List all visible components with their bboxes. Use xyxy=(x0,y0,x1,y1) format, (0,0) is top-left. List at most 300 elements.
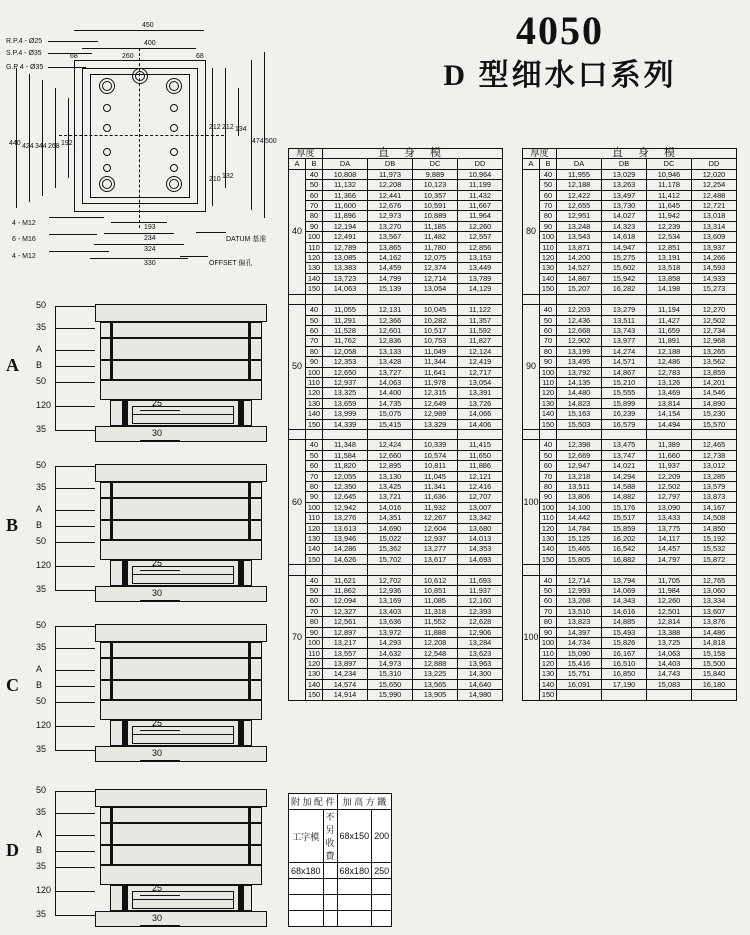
right-table-body xyxy=(523,169,737,700)
right-cell-dc: 11,984 xyxy=(647,586,692,596)
left-cell-dd: 12,906 xyxy=(458,627,503,637)
td-riser-price-3 xyxy=(372,879,392,895)
left-cell-da: 13,276 xyxy=(323,513,368,523)
section-dim-tick-6 xyxy=(55,430,95,431)
th-dd: DD xyxy=(458,159,503,169)
left-cell-b: 70 xyxy=(306,471,323,481)
mold-plate-6 xyxy=(95,426,267,442)
left-cell-db: 13,721 xyxy=(368,492,413,502)
table-row xyxy=(523,315,737,325)
right-cell-da: 12,714 xyxy=(557,575,602,585)
guide-pin-1 xyxy=(248,807,251,865)
left-cell-b: 60 xyxy=(306,325,323,335)
guide-pin-1 xyxy=(248,642,251,700)
right-cell-dc: 11,427 xyxy=(647,315,692,325)
th-riser: 加 高 方 鐵 xyxy=(337,794,392,810)
left-table-head-row-1 xyxy=(289,149,503,159)
mold-plate-2 xyxy=(100,338,262,360)
th-dd-r: DD xyxy=(692,159,737,169)
left-cell-da: 11,348 xyxy=(323,440,368,450)
right-cell-dd: 14,890 xyxy=(692,398,737,408)
drawing-label-10: 344 xyxy=(35,143,47,150)
right-cell-db: 14,616 xyxy=(602,606,647,616)
left-cell-dd: 11,667 xyxy=(458,201,503,211)
left-cell-b: 40 xyxy=(306,575,323,585)
left-cell-db: 13,567 xyxy=(368,232,413,242)
section-dim-tick-0 xyxy=(55,466,95,467)
right-cell-da: 14,442 xyxy=(557,513,602,523)
table-row xyxy=(523,482,737,492)
table-row xyxy=(523,357,737,367)
left-cell-dd: 12,856 xyxy=(458,242,503,252)
drawing-label-18: 210 xyxy=(209,176,221,183)
left-table-head-row-2 xyxy=(289,159,503,169)
left-cell-b: 100 xyxy=(306,232,323,242)
section-dim-1: 35 xyxy=(36,482,47,492)
table-row xyxy=(289,544,503,554)
drawing-label-28: OFFSET 偏孔 xyxy=(209,260,253,267)
dim-line-132 xyxy=(225,136,226,188)
spacer-cell xyxy=(523,565,540,575)
right-cell-dd: 13,607 xyxy=(692,606,737,616)
section-dim-4: 50 xyxy=(36,376,47,386)
left-cell-b: 150 xyxy=(306,690,323,700)
left-cell-dc: 13,054 xyxy=(413,284,458,294)
table-row xyxy=(523,669,737,679)
right-cell-b: 50 xyxy=(540,450,557,460)
section-dim-tick-2 xyxy=(55,670,95,671)
table-row xyxy=(523,502,737,512)
left-cell-b: 120 xyxy=(306,523,323,533)
left-cell-dc: 10,123 xyxy=(413,180,458,190)
left-cell-dd: 11,122 xyxy=(458,305,503,315)
left-group-a-3: 70 xyxy=(289,575,306,700)
left-cell-dd: 13,680 xyxy=(458,523,503,533)
right-cell-db: 15,942 xyxy=(602,273,647,283)
right-cell-db: 15,826 xyxy=(602,638,647,648)
left-cell-dd: 12,121 xyxy=(458,471,503,481)
left-cell-dc: 12,267 xyxy=(413,513,458,523)
right-cell-dd: 15,840 xyxy=(692,669,737,679)
right-cell-b: 70 xyxy=(540,336,557,346)
dim-line-500 xyxy=(264,52,265,218)
side-hole-r1 xyxy=(170,104,178,112)
table-group-spacer xyxy=(523,565,737,575)
section-dim-tick-1 xyxy=(55,328,95,329)
left-cell-b: 60 xyxy=(306,190,323,200)
guide-pin-0 xyxy=(110,807,113,865)
left-cell-da: 14,234 xyxy=(323,669,368,679)
section-dim-tick-6 xyxy=(55,915,95,916)
mold-plate-4 xyxy=(100,700,262,720)
inner-dim-line-1 xyxy=(140,895,180,896)
td-blank-6 xyxy=(323,895,337,911)
side-hole-r2 xyxy=(170,124,178,132)
right-cell-b: 150 xyxy=(540,419,557,429)
right-table-head xyxy=(523,149,737,170)
left-cell-da: 12,789 xyxy=(323,242,368,252)
drawing-label-4: 400 xyxy=(144,40,156,47)
table-row xyxy=(523,253,737,263)
left-cell-dd: 12,419 xyxy=(458,357,503,367)
table-row xyxy=(289,606,503,616)
left-cell-dd: 14,980 xyxy=(458,690,503,700)
spacer-cell xyxy=(602,294,647,304)
left-cell-da: 11,366 xyxy=(323,190,368,200)
left-cell-dc: 10,517 xyxy=(413,325,458,335)
td-i-mold: 工字模 xyxy=(289,810,324,863)
left-cell-dc: 13,225 xyxy=(413,669,458,679)
table-row xyxy=(523,690,737,700)
td-blank-5 xyxy=(289,895,324,911)
right-cell-db: 16,850 xyxy=(602,669,647,679)
left-cell-dc: 13,565 xyxy=(413,679,458,689)
left-cell-db: 12,973 xyxy=(368,211,413,221)
left-cell-dd: 13,153 xyxy=(458,253,503,263)
side-hole-r4 xyxy=(170,164,178,172)
left-cell-dd: 12,124 xyxy=(458,346,503,356)
left-cell-db: 14,162 xyxy=(368,253,413,263)
left-cell-db: 12,441 xyxy=(368,190,413,200)
table-row xyxy=(289,482,503,492)
left-group-a-2: 60 xyxy=(289,440,306,565)
left-cell-da: 11,762 xyxy=(323,336,368,346)
td-blank-1: 68x180 xyxy=(289,863,324,879)
table-row xyxy=(289,638,503,648)
td-riser-size-5 xyxy=(337,911,372,927)
spacer-cell xyxy=(692,294,737,304)
right-cell-db: 14,618 xyxy=(602,232,647,242)
left-cell-da: 14,063 xyxy=(323,284,368,294)
left-cell-db: 13,972 xyxy=(368,627,413,637)
table-row xyxy=(289,232,503,242)
left-cell-dc: 12,937 xyxy=(413,534,458,544)
drawing-label-15: 134 xyxy=(235,126,247,133)
table-row xyxy=(289,690,503,700)
mold-base-plan-drawing xyxy=(4,8,294,288)
left-cell-da: 10,808 xyxy=(323,169,368,179)
right-cell-b: 100 xyxy=(540,232,557,242)
table-group-spacer xyxy=(523,294,737,304)
right-cell-da: 12,669 xyxy=(557,450,602,460)
table-row xyxy=(523,440,737,450)
left-cell-b: 60 xyxy=(306,596,323,606)
drawing-label-20: 193 xyxy=(144,224,156,231)
th-straight-r: 直 身 模 xyxy=(557,149,737,159)
spacer-cell xyxy=(289,429,306,439)
left-cell-db: 15,990 xyxy=(368,690,413,700)
right-cell-dd: 14,201 xyxy=(692,377,737,387)
section-dim-tick-2 xyxy=(55,350,95,351)
right-cell-b: 90 xyxy=(540,357,557,367)
mold-plate-0 xyxy=(95,624,267,642)
td-blank-2 xyxy=(323,863,337,879)
left-cell-db: 12,660 xyxy=(368,450,413,460)
right-cell-b: 140 xyxy=(540,273,557,283)
left-cell-da: 11,862 xyxy=(323,586,368,596)
left-cell-db: 13,169 xyxy=(368,596,413,606)
right-cell-dd: 15,192 xyxy=(692,534,737,544)
table-row xyxy=(289,554,503,564)
table-row xyxy=(289,315,503,325)
right-cell-dc: 13,090 xyxy=(647,502,692,512)
table-row xyxy=(523,180,737,190)
right-cell-db: 14,343 xyxy=(602,596,647,606)
right-cell-db: 14,882 xyxy=(602,492,647,502)
right-cell-dc: 12,209 xyxy=(647,471,692,481)
table-row xyxy=(289,398,503,408)
left-cell-dc: 10,282 xyxy=(413,315,458,325)
left-cell-b: 110 xyxy=(306,648,323,658)
right-cell-db: 14,294 xyxy=(602,471,647,481)
right-cell-da: 14,734 xyxy=(557,638,602,648)
section-dim-1: 35 xyxy=(36,322,47,332)
right-cell-dc: 12,797 xyxy=(647,492,692,502)
right-cell-da: 13,268 xyxy=(557,596,602,606)
section-dim-4: 50 xyxy=(36,696,47,706)
table-row xyxy=(523,492,737,502)
right-cell-da: 15,805 xyxy=(557,554,602,564)
right-cell-da: 12,655 xyxy=(557,201,602,211)
left-cell-dc: 11,641 xyxy=(413,367,458,377)
drawing-label-7: 68 xyxy=(196,53,204,60)
left-cell-da: 13,085 xyxy=(323,253,368,263)
table-row xyxy=(289,325,503,335)
td-riser-size-4 xyxy=(337,895,372,911)
mold-plate-2 xyxy=(100,498,262,520)
mold-plate-6 xyxy=(95,911,267,927)
right-cell-b: 120 xyxy=(540,523,557,533)
table-row xyxy=(523,471,737,481)
section-inner-dim-25: 25 xyxy=(152,398,163,408)
spacer-block-0 xyxy=(122,400,128,426)
left-cell-b: 120 xyxy=(306,658,323,668)
section-dim-axis xyxy=(55,306,56,431)
right-cell-dc: 13,433 xyxy=(647,513,692,523)
td-riser-price-5 xyxy=(372,911,392,927)
table-row xyxy=(289,367,503,377)
left-cell-dc: 11,636 xyxy=(413,492,458,502)
right-cell-db: 14,947 xyxy=(602,242,647,252)
left-cell-dc: 13,277 xyxy=(413,544,458,554)
left-cell-dd: 11,964 xyxy=(458,211,503,221)
right-cell-b: 130 xyxy=(540,263,557,273)
left-cell-db: 12,424 xyxy=(368,440,413,450)
right-cell-dc: 11,891 xyxy=(647,336,692,346)
left-cell-da: 11,621 xyxy=(323,575,368,585)
table-row xyxy=(289,357,503,367)
left-cell-b: 150 xyxy=(306,419,323,429)
left-cell-b: 40 xyxy=(306,440,323,450)
right-cell-da: 13,543 xyxy=(557,232,602,242)
right-cell-dc: 12,260 xyxy=(647,596,692,606)
right-cell-dc: 12,188 xyxy=(647,346,692,356)
section-inner-dim-25: 25 xyxy=(152,558,163,568)
section-view-b xyxy=(0,460,300,610)
left-cell-db: 14,799 xyxy=(368,273,413,283)
left-group-a-0: 40 xyxy=(289,169,306,294)
left-cell-dc: 12,649 xyxy=(413,398,458,408)
right-cell-db: 13,977 xyxy=(602,336,647,346)
drawing-label-21: 234 xyxy=(144,235,156,242)
right-cell-dd: 13,873 xyxy=(692,492,737,502)
right-cell-db: 14,274 xyxy=(602,346,647,356)
mold-plate-6 xyxy=(95,586,267,602)
section-dim-4: 35 xyxy=(36,861,47,871)
left-cell-dc: 10,851 xyxy=(413,586,458,596)
left-cell-db: 14,016 xyxy=(368,502,413,512)
left-cell-dc: 11,085 xyxy=(413,596,458,606)
right-cell-b: 80 xyxy=(540,617,557,627)
section-dim-3: B xyxy=(36,520,43,530)
left-cell-db: 15,310 xyxy=(368,669,413,679)
left-cell-da: 11,600 xyxy=(323,201,368,211)
right-cell-dd: 12,020 xyxy=(692,169,737,179)
right-cell-dd: 13,937 xyxy=(692,242,737,252)
left-cell-da: 12,491 xyxy=(323,232,368,242)
right-cell-dc: 12,501 xyxy=(647,606,692,616)
section-dim-tick-5 xyxy=(55,726,95,727)
right-cell-dd: 14,850 xyxy=(692,523,737,533)
left-cell-dc: 12,888 xyxy=(413,658,458,668)
left-cell-db: 14,973 xyxy=(368,658,413,668)
leader-m12-bottom xyxy=(49,251,109,252)
table-row xyxy=(289,221,503,231)
sprue-hole-inner xyxy=(135,71,145,81)
right-cell-da: 15,163 xyxy=(557,409,602,419)
drawing-label-22: 324 xyxy=(144,246,156,253)
right-cell-dd: 15,273 xyxy=(692,284,737,294)
right-cell-b: 100 xyxy=(540,638,557,648)
right-cell-b: 140 xyxy=(540,409,557,419)
right-cell-da: 15,503 xyxy=(557,419,602,429)
right-cell-dc: 13,725 xyxy=(647,638,692,648)
right-cell-da: 13,248 xyxy=(557,221,602,231)
left-cell-b: 50 xyxy=(306,180,323,190)
left-cell-dd: 12,260 xyxy=(458,221,503,231)
left-cell-da: 12,645 xyxy=(323,492,368,502)
guide-hole-br xyxy=(169,179,179,189)
section-dim-tick-4 xyxy=(55,702,95,703)
left-cell-da: 11,291 xyxy=(323,315,368,325)
table-row xyxy=(523,627,737,637)
right-cell-da: 13,495 xyxy=(557,357,602,367)
right-cell-db: 14,027 xyxy=(602,211,647,221)
left-cell-b: 80 xyxy=(306,346,323,356)
table-row xyxy=(289,169,503,179)
right-cell-dd: 12,765 xyxy=(692,575,737,585)
table-row xyxy=(523,638,737,648)
left-cell-b: 120 xyxy=(306,388,323,398)
right-cell-dd: 12,502 xyxy=(692,315,737,325)
table-row xyxy=(289,263,503,273)
right-cell-dc: 14,457 xyxy=(647,544,692,554)
th-a-r: A xyxy=(523,159,540,169)
right-cell-db: 14,571 xyxy=(602,357,647,367)
left-data-table-wrap xyxy=(288,148,503,701)
left-cell-da: 11,132 xyxy=(323,180,368,190)
right-cell-da: 13,806 xyxy=(557,492,602,502)
section-dim-axis xyxy=(55,466,56,591)
right-cell-dd: 13,876 xyxy=(692,617,737,627)
spacer-block-1 xyxy=(238,400,244,426)
right-cell-da: 14,100 xyxy=(557,502,602,512)
table-row xyxy=(289,336,503,346)
right-cell-dc: 14,154 xyxy=(647,409,692,419)
title-series-name: D 型细水口系列 xyxy=(443,59,677,92)
right-cell-dc: 11,942 xyxy=(647,211,692,221)
table-row xyxy=(523,367,737,377)
table-row xyxy=(523,284,737,294)
right-cell-dc: 14,117 xyxy=(647,534,692,544)
right-cell-b: 60 xyxy=(540,596,557,606)
left-cell-b: 110 xyxy=(306,377,323,387)
left-cell-db: 15,702 xyxy=(368,554,413,564)
table-row xyxy=(523,554,737,564)
drawing-label-24: 4 - M12 xyxy=(12,220,36,227)
left-cell-da: 12,055 xyxy=(323,471,368,481)
left-cell-dc: 10,045 xyxy=(413,305,458,315)
right-cell-db: 17,190 xyxy=(602,679,647,689)
left-cell-db: 12,836 xyxy=(368,336,413,346)
mold-plate-0 xyxy=(95,304,267,322)
left-cell-dd: 12,717 xyxy=(458,367,503,377)
section-dim-tick-1 xyxy=(55,813,95,814)
guide-pin-1 xyxy=(248,322,251,380)
right-cell-dd: 13,609 xyxy=(692,232,737,242)
bottom-row-2 xyxy=(289,863,392,879)
dim-line-440 xyxy=(16,68,17,208)
right-cell-db: 15,555 xyxy=(602,388,647,398)
inner-dim-line-1 xyxy=(140,570,180,571)
right-cell-b: 90 xyxy=(540,627,557,637)
spacer-cell xyxy=(540,429,557,439)
right-cell-dd: 14,167 xyxy=(692,502,737,512)
bottom-sub-row xyxy=(289,810,392,863)
inner-dim-line-2 xyxy=(140,925,180,926)
bottom-row-3 xyxy=(289,879,392,895)
spacer-cell xyxy=(540,565,557,575)
right-cell-db: 13,475 xyxy=(602,440,647,450)
centerline-horizontal xyxy=(59,135,224,136)
guide-pin-1 xyxy=(248,482,251,540)
section-letter-c: C xyxy=(6,675,19,695)
left-cell-db: 12,936 xyxy=(368,586,413,596)
th-db-r: DB xyxy=(602,159,647,169)
td-no-charge: 不另收費 xyxy=(323,810,337,863)
right-data-table xyxy=(522,148,737,701)
section-dim-tick-2 xyxy=(55,835,95,836)
table-row xyxy=(523,388,737,398)
drawing-label-26: 4 - M12 xyxy=(12,253,36,260)
right-cell-dc: 13,518 xyxy=(647,263,692,273)
right-cell-dc: 11,705 xyxy=(647,575,692,585)
right-cell-b: 130 xyxy=(540,534,557,544)
left-cell-dc: 11,185 xyxy=(413,221,458,231)
leader-gp xyxy=(48,67,86,68)
drawing-label-0: R.P.4 - Ø25 xyxy=(6,38,43,45)
table-row xyxy=(289,575,503,585)
table-row xyxy=(523,523,737,533)
left-cell-dc: 10,753 xyxy=(413,336,458,346)
left-cell-dd: 13,391 xyxy=(458,388,503,398)
section-dim-2: A xyxy=(36,344,43,354)
spacer-cell xyxy=(306,565,323,575)
section-dim-0: 50 xyxy=(36,460,47,470)
table-row xyxy=(523,419,737,429)
right-cell-b: 50 xyxy=(540,180,557,190)
left-table-head xyxy=(289,149,503,170)
